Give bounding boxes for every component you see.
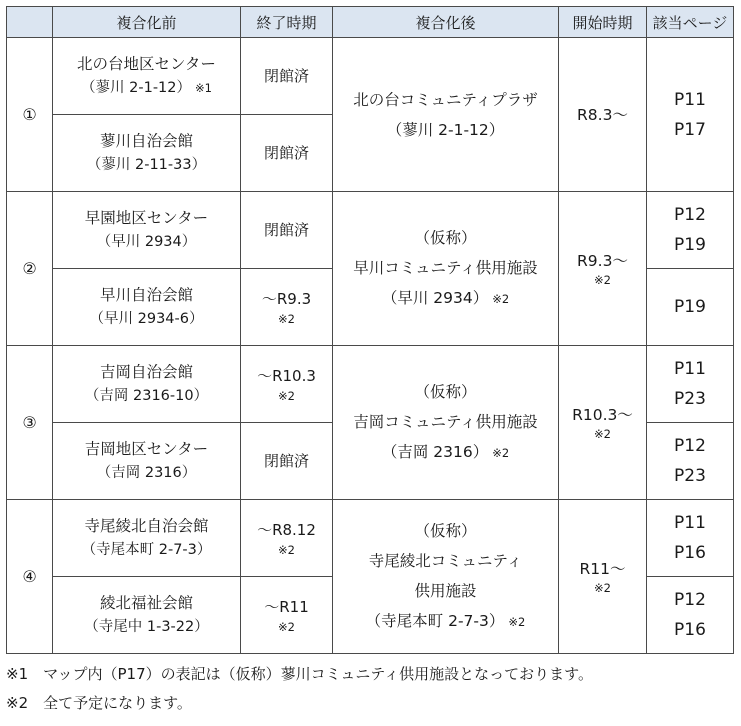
before-facility-cell <box>53 500 241 577</box>
pages-cell <box>647 346 734 423</box>
after-facility-note: ※2 <box>492 446 510 460</box>
start-period: R9.3～ <box>577 251 628 270</box>
page-ref: P16 <box>674 620 706 640</box>
facility-name: 寺尾綾北自治会館 <box>84 517 209 535</box>
end-period: 閉館済 <box>263 221 309 239</box>
page-ref: P19 <box>674 235 706 255</box>
facility-address: （吉岡 2316-10） <box>84 388 209 404</box>
page-ref: P11 <box>674 513 706 533</box>
end-period: ～R9.3 <box>261 290 312 308</box>
end-period-cell <box>241 346 333 423</box>
page-ref: P23 <box>674 389 706 409</box>
start-period-cell <box>559 38 647 192</box>
after-facility-line: （蓼川 2-1-12） <box>386 120 505 139</box>
end-period-cell <box>241 577 333 654</box>
end-period-cell <box>241 500 333 577</box>
start-period: R10.3～ <box>572 405 633 424</box>
table-row <box>7 192 734 269</box>
facility-address: （蓼川 2-11-33） <box>86 157 207 173</box>
before-facility-cell <box>53 577 241 654</box>
after-facility-line: 早川コミュニティ供用施設 <box>353 259 538 277</box>
pages-cell <box>647 423 734 500</box>
facility-name: 綾北福祉会館 <box>99 594 193 612</box>
page-ref: P11 <box>674 359 706 379</box>
end-period-cell <box>241 38 333 115</box>
before-facility-cell <box>53 423 241 500</box>
facility-address: （早川 2934） <box>96 234 197 250</box>
facility-name: 蓼川自治会館 <box>99 132 193 150</box>
end-period-note: ※2 <box>278 543 295 557</box>
end-period-cell <box>241 423 333 500</box>
table-row <box>7 38 734 115</box>
facility-address: （吉岡 2316） <box>96 465 197 481</box>
address-note: ※1 <box>195 81 212 95</box>
footnote-1: ※1 マップ内（P17）の表記は（仮称）蓼川コミュニティ供用施設となっております。 <box>6 665 593 683</box>
page-ref: P23 <box>674 466 706 486</box>
before-facility-cell <box>53 192 241 269</box>
page-ref: P16 <box>674 543 706 563</box>
facility-consolidation-table <box>6 6 734 654</box>
start-period-note: ※2 <box>594 272 611 287</box>
after-facility-line: 北の台コミュニティプラザ <box>353 90 538 109</box>
after-facility-note: ※2 <box>508 615 526 629</box>
after-facility-cell <box>333 38 559 192</box>
pages-cell <box>647 269 734 346</box>
pages-cell <box>647 500 734 577</box>
table-body <box>7 38 734 654</box>
footnotes <box>6 660 734 718</box>
pages-cell <box>647 38 734 192</box>
footnote-2: ※2 全て予定になります。 <box>6 694 192 712</box>
header-start: 開始時期 <box>559 7 647 38</box>
facility-address: （早川 2934-6） <box>89 311 204 327</box>
header-after: 複合化後 <box>333 7 559 38</box>
facility-name: 早園地区センター <box>84 209 209 227</box>
page-ref: P11 <box>674 89 706 110</box>
pages-cell <box>647 577 734 654</box>
after-facility-line: （仮称） <box>414 383 477 401</box>
after-facility-line: 供用施設 <box>414 582 477 600</box>
facility-name: 吉岡自治会館 <box>99 363 193 381</box>
end-period: 閉館済 <box>263 67 309 85</box>
after-facility-line: （寺尾本町 2-7-3） <box>365 612 505 630</box>
group-number: ② <box>7 192 53 346</box>
header-end: 終了時期 <box>241 7 333 38</box>
before-facility-cell <box>53 269 241 346</box>
end-period-cell <box>241 115 333 192</box>
end-period-note: ※2 <box>278 389 295 403</box>
before-facility-cell <box>53 38 241 115</box>
page-ref: P19 <box>674 297 706 317</box>
header-blank <box>7 7 53 38</box>
end-period-note: ※2 <box>278 312 295 326</box>
facility-name: 早川自治会館 <box>99 286 193 304</box>
start-period-note: ※2 <box>594 426 611 441</box>
after-facility-line: 吉岡コミュニティ供用施設 <box>353 413 538 431</box>
end-period: ～R11 <box>264 598 309 616</box>
after-facility-line: 寺尾綾北コミュニティ <box>368 552 523 570</box>
after-facility-line: （吉岡 2316） <box>381 443 489 461</box>
end-period-note: ※2 <box>278 620 295 634</box>
after-facility-cell <box>333 192 559 346</box>
group-number: ① <box>7 38 53 192</box>
header-before: 複合化前 <box>53 7 241 38</box>
facility-name: 吉岡地区センター <box>84 440 209 458</box>
start-period: R8.3～ <box>577 105 628 124</box>
page-ref: P12 <box>674 205 706 225</box>
before-facility-cell <box>53 346 241 423</box>
page-ref: P12 <box>674 590 706 610</box>
end-period-cell <box>241 269 333 346</box>
page-ref: P12 <box>674 436 706 456</box>
group-number: ③ <box>7 346 53 500</box>
end-period: 閉館済 <box>263 452 309 470</box>
end-period: ～R8.12 <box>257 521 316 539</box>
after-facility-cell <box>333 500 559 654</box>
after-facility-line: （早川 2934） <box>381 289 489 307</box>
after-facility-line: （仮称） <box>414 229 477 247</box>
header-pages: 該当ページ <box>647 7 734 38</box>
after-facility-cell <box>333 346 559 500</box>
start-period-cell <box>559 192 647 346</box>
table-row <box>7 346 734 423</box>
table-row <box>7 500 734 577</box>
page-ref: P17 <box>674 119 706 140</box>
end-period-cell <box>241 192 333 269</box>
facility-address: （蓼川 2-1-12） <box>81 80 192 96</box>
facility-address: （寺尾中 1-3-22） <box>84 619 209 635</box>
after-facility-line: （仮称） <box>414 522 477 540</box>
start-period: R11～ <box>579 559 626 578</box>
start-period-cell <box>559 500 647 654</box>
group-number: ④ <box>7 500 53 654</box>
start-period-cell <box>559 346 647 500</box>
end-period: ～R10.3 <box>257 367 316 385</box>
start-period-note: ※2 <box>594 580 611 595</box>
facility-name: 北の台地区センター <box>77 55 216 73</box>
before-facility-cell <box>53 115 241 192</box>
facility-table-section <box>6 6 734 718</box>
after-facility-note: ※2 <box>492 292 510 306</box>
facility-address: （寺尾本町 2-7-3） <box>81 542 212 558</box>
pages-cell <box>647 192 734 269</box>
header-row <box>7 7 734 38</box>
end-period: 閉館済 <box>263 144 309 162</box>
